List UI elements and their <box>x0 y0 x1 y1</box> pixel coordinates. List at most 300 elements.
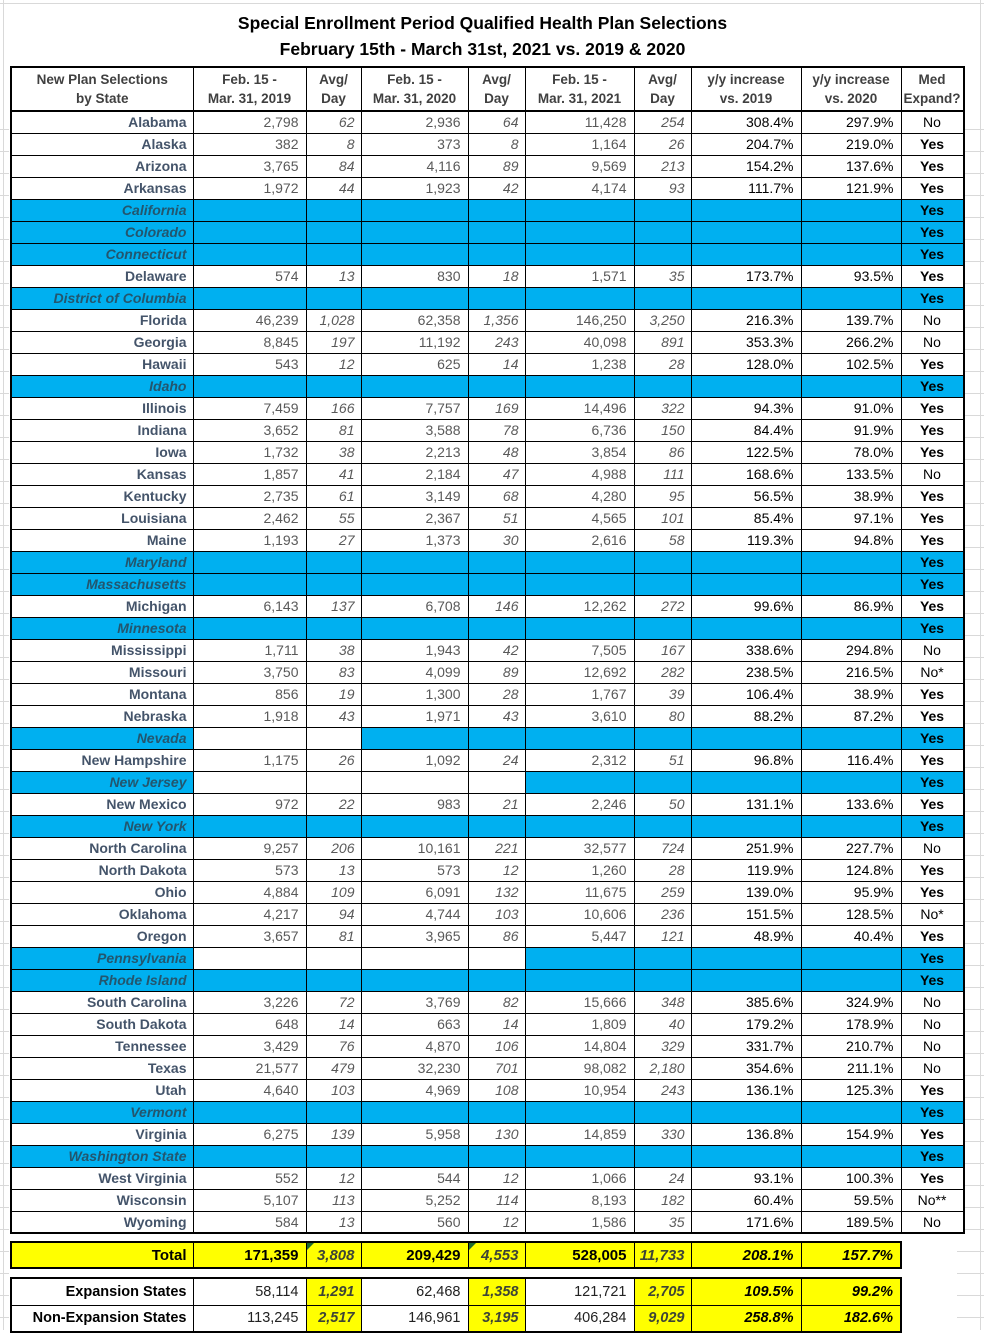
cell-a2021[interactable] <box>634 551 691 573</box>
cell-a2019[interactable] <box>306 221 361 243</box>
cell-v2019[interactable]: 6,143 <box>193 595 306 617</box>
cell-med-expand[interactable]: Yes <box>901 265 964 287</box>
total-2021[interactable]: 528,005 <box>525 1242 634 1268</box>
cell-med-expand[interactable]: Yes <box>901 705 964 727</box>
col-header-yy-2019[interactable]: y/y increase vs. 2019 <box>691 67 801 111</box>
state-label[interactable]: New Hampshire <box>11 749 193 771</box>
cell-a2020[interactable]: 221 <box>468 837 525 859</box>
col-header-2020[interactable]: Feb. 15 - Mar. 31, 2020 <box>361 67 468 111</box>
cell-a2019[interactable] <box>306 1145 361 1167</box>
cell-yy2019[interactable]: 151.5% <box>691 903 801 925</box>
non-expansion-2019[interactable]: 113,245 <box>193 1305 306 1332</box>
cell-yy2019[interactable]: 106.4% <box>691 683 801 705</box>
cell-v2019[interactable]: 2,462 <box>193 507 306 529</box>
cell-v2020[interactable] <box>361 551 468 573</box>
cell-a2021[interactable]: 348 <box>634 991 691 1013</box>
cell-a2021[interactable] <box>634 1101 691 1123</box>
cell-v2019[interactable] <box>193 221 306 243</box>
cell-yy2020[interactable] <box>801 221 901 243</box>
cell-yy2019[interactable]: 60.4% <box>691 1189 801 1211</box>
expansion-yy-2020[interactable]: 99.2% <box>801 1278 901 1305</box>
cell-a2020[interactable]: 24 <box>468 749 525 771</box>
total-yy-2020[interactable]: 157.7% <box>801 1242 901 1268</box>
cell-yy2020[interactable]: 137.6% <box>801 155 901 177</box>
cell-a2019[interactable]: 84 <box>306 155 361 177</box>
cell-med-expand[interactable]: Yes <box>901 419 964 441</box>
cell-a2019[interactable]: 61 <box>306 485 361 507</box>
cell-v2021[interactable]: 4,174 <box>525 177 634 199</box>
cell-a2019[interactable]: 83 <box>306 661 361 683</box>
state-label[interactable]: Maryland <box>11 551 193 573</box>
cell-a2019[interactable] <box>306 727 361 749</box>
cell-med-expand[interactable]: Yes <box>901 1167 964 1189</box>
cell-yy2020[interactable] <box>801 727 901 749</box>
cell-a2019[interactable]: 13 <box>306 859 361 881</box>
cell-a2020[interactable]: 169 <box>468 397 525 419</box>
cell-a2020[interactable] <box>468 221 525 243</box>
cell-a2019[interactable] <box>306 617 361 639</box>
cell-v2021[interactable]: 15,666 <box>525 991 634 1013</box>
cell-v2021[interactable] <box>525 617 634 639</box>
cell-v2020[interactable]: 5,958 <box>361 1123 468 1145</box>
cell-v2020[interactable]: 2,213 <box>361 441 468 463</box>
cell-a2019[interactable]: 206 <box>306 837 361 859</box>
state-label[interactable]: Utah <box>11 1079 193 1101</box>
state-label[interactable]: District of Columbia <box>11 287 193 309</box>
cell-v2019[interactable] <box>193 199 306 221</box>
cell-yy2019[interactable]: 56.5% <box>691 485 801 507</box>
cell-a2021[interactable]: 724 <box>634 837 691 859</box>
cell-yy2019[interactable] <box>691 947 801 969</box>
cell-yy2020[interactable]: 78.0% <box>801 441 901 463</box>
cell-v2020[interactable]: 1,373 <box>361 529 468 551</box>
expansion-2020[interactable]: 62,468 <box>361 1278 468 1305</box>
cell-a2019[interactable]: 12 <box>306 353 361 375</box>
col-header-state[interactable]: New Plan Selections by State <box>11 67 193 111</box>
cell-v2020[interactable]: 373 <box>361 133 468 155</box>
cell-yy2019[interactable] <box>691 199 801 221</box>
cell-a2021[interactable]: 121 <box>634 925 691 947</box>
cell-yy2019[interactable]: 338.6% <box>691 639 801 661</box>
cell-a2021[interactable] <box>634 375 691 397</box>
cell-a2020[interactable]: 1,356 <box>468 309 525 331</box>
cell-a2020[interactable]: 130 <box>468 1123 525 1145</box>
cell-v2020[interactable]: 11,192 <box>361 331 468 353</box>
cell-v2021[interactable] <box>525 1145 634 1167</box>
cell-v2019[interactable]: 1,857 <box>193 463 306 485</box>
cell-yy2019[interactable]: 171.6% <box>691 1211 801 1233</box>
cell-a2021[interactable]: 282 <box>634 661 691 683</box>
expansion-avg-2019[interactable]: 1,291 <box>306 1278 361 1305</box>
state-label[interactable]: Delaware <box>11 265 193 287</box>
cell-v2020[interactable]: 4,116 <box>361 155 468 177</box>
cell-v2019[interactable]: 1,711 <box>193 639 306 661</box>
expansion-2021[interactable]: 121,721 <box>525 1278 634 1305</box>
cell-v2021[interactable]: 6,736 <box>525 419 634 441</box>
cell-med-expand[interactable]: No <box>901 111 964 133</box>
cell-a2020[interactable]: 12 <box>468 859 525 881</box>
cell-v2019[interactable]: 574 <box>193 265 306 287</box>
cell-v2021[interactable]: 5,447 <box>525 925 634 947</box>
cell-a2020[interactable] <box>468 243 525 265</box>
cell-yy2019[interactable]: 84.4% <box>691 419 801 441</box>
cell-v2021[interactable]: 1,809 <box>525 1013 634 1035</box>
cell-v2019[interactable]: 1,918 <box>193 705 306 727</box>
cell-yy2019[interactable] <box>691 771 801 793</box>
cell-v2019[interactable]: 4,217 <box>193 903 306 925</box>
total-2020[interactable]: 209,429 <box>361 1242 468 1268</box>
expansion-yy-2019[interactable]: 109.5% <box>691 1278 801 1305</box>
cell-yy2020[interactable]: 219.0% <box>801 133 901 155</box>
cell-a2020[interactable]: 28 <box>468 683 525 705</box>
cell-a2019[interactable]: 113 <box>306 1189 361 1211</box>
state-label[interactable]: Rhode Island <box>11 969 193 991</box>
cell-yy2020[interactable]: 116.4% <box>801 749 901 771</box>
cell-yy2020[interactable] <box>801 947 901 969</box>
cell-med-expand[interactable]: Yes <box>901 1079 964 1101</box>
cell-a2019[interactable] <box>306 551 361 573</box>
cell-a2020[interactable]: 51 <box>468 507 525 529</box>
cell-a2019[interactable]: 38 <box>306 441 361 463</box>
cell-yy2020[interactable]: 59.5% <box>801 1189 901 1211</box>
total-yy-2019[interactable]: 208.1% <box>691 1242 801 1268</box>
cell-a2020[interactable]: 68 <box>468 485 525 507</box>
cell-v2021[interactable]: 4,988 <box>525 463 634 485</box>
state-label[interactable]: North Dakota <box>11 859 193 881</box>
cell-yy2020[interactable] <box>801 1101 901 1123</box>
state-label[interactable]: Iowa <box>11 441 193 463</box>
cell-v2019[interactable]: 1,972 <box>193 177 306 199</box>
cell-a2020[interactable] <box>468 947 525 969</box>
cell-a2020[interactable] <box>468 551 525 573</box>
cell-med-expand[interactable]: Yes <box>901 199 964 221</box>
cell-med-expand[interactable]: Yes <box>901 881 964 903</box>
cell-yy2020[interactable] <box>801 243 901 265</box>
cell-a2021[interactable]: 272 <box>634 595 691 617</box>
cell-a2021[interactable]: 329 <box>634 1035 691 1057</box>
cell-a2019[interactable]: 62 <box>306 111 361 133</box>
cell-a2020[interactable]: 146 <box>468 595 525 617</box>
cell-yy2020[interactable]: 216.5% <box>801 661 901 683</box>
cell-yy2019[interactable]: 154.2% <box>691 155 801 177</box>
cell-v2020[interactable]: 2,367 <box>361 507 468 529</box>
cell-v2019[interactable]: 3,652 <box>193 419 306 441</box>
cell-yy2019[interactable]: 204.7% <box>691 133 801 155</box>
cell-v2019[interactable] <box>193 617 306 639</box>
cell-med-expand[interactable]: Yes <box>901 375 964 397</box>
cell-yy2020[interactable]: 38.9% <box>801 485 901 507</box>
cell-a2019[interactable] <box>306 1101 361 1123</box>
cell-v2021[interactable]: 1,260 <box>525 859 634 881</box>
cell-v2020[interactable] <box>361 243 468 265</box>
cell-v2021[interactable] <box>525 199 634 221</box>
cell-v2019[interactable]: 46,239 <box>193 309 306 331</box>
non-expansion-2021[interactable]: 406,284 <box>525 1305 634 1332</box>
cell-a2020[interactable] <box>468 375 525 397</box>
expansion-avg-2021[interactable]: 2,705 <box>634 1278 691 1305</box>
cell-a2021[interactable]: 101 <box>634 507 691 529</box>
cell-yy2019[interactable]: 238.5% <box>691 661 801 683</box>
cell-a2019[interactable]: 13 <box>306 1211 361 1233</box>
cell-a2019[interactable] <box>306 969 361 991</box>
cell-v2019[interactable]: 552 <box>193 1167 306 1189</box>
cell-a2021[interactable]: 50 <box>634 793 691 815</box>
cell-a2019[interactable] <box>306 287 361 309</box>
cell-a2019[interactable]: 41 <box>306 463 361 485</box>
cell-a2021[interactable]: 58 <box>634 529 691 551</box>
total-avg-2021[interactable]: 11,733 <box>634 1242 691 1268</box>
cell-a2019[interactable]: 109 <box>306 881 361 903</box>
total-2019[interactable]: 171,359 <box>193 1242 306 1268</box>
cell-a2019[interactable]: 81 <box>306 419 361 441</box>
state-label[interactable]: Louisiana <box>11 507 193 529</box>
cell-v2021[interactable]: 1,066 <box>525 1167 634 1189</box>
cell-yy2019[interactable]: 136.8% <box>691 1123 801 1145</box>
cell-yy2020[interactable]: 133.6% <box>801 793 901 815</box>
cell-a2021[interactable]: 80 <box>634 705 691 727</box>
cell-v2020[interactable]: 32,230 <box>361 1057 468 1079</box>
cell-a2020[interactable]: 42 <box>468 639 525 661</box>
state-label[interactable]: Vermont <box>11 1101 193 1123</box>
cell-med-expand[interactable]: No <box>901 1013 964 1035</box>
cell-yy2020[interactable] <box>801 375 901 397</box>
cell-yy2019[interactable]: 251.9% <box>691 837 801 859</box>
cell-yy2020[interactable] <box>801 573 901 595</box>
cell-v2020[interactable] <box>361 947 468 969</box>
cell-v2021[interactable]: 3,610 <box>525 705 634 727</box>
cell-v2020[interactable]: 3,769 <box>361 991 468 1013</box>
non-expansion-avg-2019[interactable]: 2,517 <box>306 1305 361 1332</box>
cell-v2020[interactable]: 830 <box>361 265 468 287</box>
cell-yy2019[interactable]: 131.1% <box>691 793 801 815</box>
cell-yy2020[interactable]: 128.5% <box>801 903 901 925</box>
col-header-avg-2021[interactable]: Avg/ Day <box>634 67 691 111</box>
cell-yy2020[interactable]: 87.2% <box>801 705 901 727</box>
cell-a2021[interactable]: 330 <box>634 1123 691 1145</box>
cell-a2021[interactable]: 111 <box>634 463 691 485</box>
cell-yy2019[interactable]: 136.1% <box>691 1079 801 1101</box>
cell-v2019[interactable]: 3,750 <box>193 661 306 683</box>
cell-med-expand[interactable]: No** <box>901 1189 964 1211</box>
cell-yy2020[interactable]: 210.7% <box>801 1035 901 1057</box>
state-label[interactable]: South Dakota <box>11 1013 193 1035</box>
cell-med-expand[interactable]: No <box>901 1035 964 1057</box>
cell-v2020[interactable]: 983 <box>361 793 468 815</box>
expansion-avg-2020[interactable]: 1,358 <box>468 1278 525 1305</box>
cell-v2019[interactable]: 2,735 <box>193 485 306 507</box>
cell-v2019[interactable]: 3,765 <box>193 155 306 177</box>
cell-v2020[interactable]: 573 <box>361 859 468 881</box>
cell-v2021[interactable]: 1,238 <box>525 353 634 375</box>
cell-a2021[interactable] <box>634 815 691 837</box>
cell-yy2019[interactable] <box>691 221 801 243</box>
cell-v2020[interactable] <box>361 727 468 749</box>
cell-v2021[interactable]: 4,280 <box>525 485 634 507</box>
cell-v2019[interactable] <box>193 771 306 793</box>
cell-yy2019[interactable]: 111.7% <box>691 177 801 199</box>
cell-a2021[interactable] <box>634 243 691 265</box>
cell-v2019[interactable]: 7,459 <box>193 397 306 419</box>
state-label[interactable]: Arkansas <box>11 177 193 199</box>
cell-v2019[interactable] <box>193 947 306 969</box>
cell-v2020[interactable]: 4,969 <box>361 1079 468 1101</box>
non-expansion-yy-2019[interactable]: 258.8% <box>691 1305 801 1332</box>
cell-a2020[interactable] <box>468 1101 525 1123</box>
cell-yy2019[interactable] <box>691 969 801 991</box>
cell-v2020[interactable]: 1,923 <box>361 177 468 199</box>
cell-med-expand[interactable]: Yes <box>901 155 964 177</box>
state-label[interactable]: Kansas <box>11 463 193 485</box>
cell-yy2019[interactable]: 99.6% <box>691 595 801 617</box>
cell-v2020[interactable] <box>361 771 468 793</box>
cell-a2019[interactable] <box>306 771 361 793</box>
cell-v2021[interactable] <box>525 551 634 573</box>
cell-a2019[interactable]: 22 <box>306 793 361 815</box>
cell-a2020[interactable]: 42 <box>468 177 525 199</box>
cell-a2019[interactable] <box>306 815 361 837</box>
cell-a2020[interactable] <box>468 287 525 309</box>
state-label[interactable]: Colorado <box>11 221 193 243</box>
state-label[interactable]: Maine <box>11 529 193 551</box>
cell-v2021[interactable]: 9,569 <box>525 155 634 177</box>
cell-a2019[interactable]: 479 <box>306 1057 361 1079</box>
cell-v2019[interactable] <box>193 243 306 265</box>
cell-v2020[interactable]: 560 <box>361 1211 468 1233</box>
cell-yy2019[interactable]: 139.0% <box>691 881 801 903</box>
cell-a2020[interactable]: 18 <box>468 265 525 287</box>
cell-v2021[interactable] <box>525 375 634 397</box>
state-label[interactable]: Mississippi <box>11 639 193 661</box>
cell-v2020[interactable]: 6,091 <box>361 881 468 903</box>
cell-v2019[interactable]: 1,175 <box>193 749 306 771</box>
cell-yy2020[interactable]: 297.9% <box>801 111 901 133</box>
state-label[interactable]: Nebraska <box>11 705 193 727</box>
cell-a2020[interactable]: 12 <box>468 1211 525 1233</box>
state-label[interactable]: Virginia <box>11 1123 193 1145</box>
cell-v2019[interactable] <box>193 815 306 837</box>
state-label[interactable]: Washington State <box>11 1145 193 1167</box>
cell-v2020[interactable]: 4,870 <box>361 1035 468 1057</box>
cell-a2021[interactable]: 254 <box>634 111 691 133</box>
cell-a2020[interactable] <box>468 771 525 793</box>
state-label[interactable]: New Jersey <box>11 771 193 793</box>
cell-v2021[interactable]: 2,312 <box>525 749 634 771</box>
cell-v2020[interactable]: 1,943 <box>361 639 468 661</box>
cell-a2020[interactable] <box>468 617 525 639</box>
cell-v2021[interactable]: 1,586 <box>525 1211 634 1233</box>
cell-a2021[interactable]: 40 <box>634 1013 691 1035</box>
cell-v2021[interactable]: 14,859 <box>525 1123 634 1145</box>
cell-v2019[interactable] <box>193 1145 306 1167</box>
cell-v2019[interactable]: 3,226 <box>193 991 306 1013</box>
cell-med-expand[interactable]: Yes <box>901 1123 964 1145</box>
cell-v2021[interactable]: 146,250 <box>525 309 634 331</box>
cell-v2021[interactable]: 11,675 <box>525 881 634 903</box>
state-label[interactable]: Montana <box>11 683 193 705</box>
cell-a2021[interactable] <box>634 771 691 793</box>
state-label[interactable]: Minnesota <box>11 617 193 639</box>
cell-yy2019[interactable] <box>691 287 801 309</box>
cell-a2020[interactable]: 64 <box>468 111 525 133</box>
cell-a2021[interactable]: 322 <box>634 397 691 419</box>
cell-v2020[interactable]: 5,252 <box>361 1189 468 1211</box>
cell-v2020[interactable] <box>361 1101 468 1123</box>
cell-a2021[interactable] <box>634 573 691 595</box>
cell-med-expand[interactable]: No <box>901 837 964 859</box>
cell-a2020[interactable]: 30 <box>468 529 525 551</box>
cell-yy2019[interactable] <box>691 243 801 265</box>
cell-a2019[interactable] <box>306 947 361 969</box>
cell-v2021[interactable]: 1,164 <box>525 133 634 155</box>
state-label[interactable]: Arizona <box>11 155 193 177</box>
cell-v2020[interactable]: 10,161 <box>361 837 468 859</box>
state-label[interactable]: Massachusetts <box>11 573 193 595</box>
state-label[interactable]: Indiana <box>11 419 193 441</box>
state-label[interactable]: Illinois <box>11 397 193 419</box>
cell-yy2019[interactable]: 128.0% <box>691 353 801 375</box>
cell-med-expand[interactable]: No <box>901 991 964 1013</box>
cell-a2021[interactable]: 213 <box>634 155 691 177</box>
cell-v2020[interactable]: 2,184 <box>361 463 468 485</box>
cell-v2020[interactable]: 1,300 <box>361 683 468 705</box>
cell-v2020[interactable]: 625 <box>361 353 468 375</box>
cell-v2021[interactable]: 1,767 <box>525 683 634 705</box>
expansion-2019[interactable]: 58,114 <box>193 1278 306 1305</box>
state-label[interactable]: Nevada <box>11 727 193 749</box>
cell-yy2020[interactable]: 40.4% <box>801 925 901 947</box>
cell-yy2020[interactable]: 94.8% <box>801 529 901 551</box>
state-label[interactable]: Wisconsin <box>11 1189 193 1211</box>
cell-v2019[interactable]: 382 <box>193 133 306 155</box>
cell-v2021[interactable] <box>525 287 634 309</box>
cell-yy2020[interactable]: 324.9% <box>801 991 901 1013</box>
cell-yy2020[interactable]: 86.9% <box>801 595 901 617</box>
cell-a2019[interactable]: 12 <box>306 1167 361 1189</box>
cell-med-expand[interactable]: Yes <box>901 771 964 793</box>
cell-a2021[interactable]: 236 <box>634 903 691 925</box>
total-avg-2019[interactable]: 3,808 <box>306 1242 361 1268</box>
total-avg-2020[interactable]: 4,553 <box>468 1242 525 1268</box>
cell-v2019[interactable]: 8,845 <box>193 331 306 353</box>
cell-v2020[interactable]: 1,971 <box>361 705 468 727</box>
cell-med-expand[interactable]: Yes <box>901 551 964 573</box>
state-label[interactable]: New York <box>11 815 193 837</box>
cell-v2021[interactable] <box>525 1101 634 1123</box>
cell-yy2020[interactable]: 189.5% <box>801 1211 901 1233</box>
cell-v2021[interactable] <box>525 221 634 243</box>
cell-med-expand[interactable]: No <box>901 639 964 661</box>
cell-a2020[interactable]: 47 <box>468 463 525 485</box>
cell-yy2020[interactable]: 38.9% <box>801 683 901 705</box>
cell-a2021[interactable]: 259 <box>634 881 691 903</box>
cell-yy2020[interactable]: 97.1% <box>801 507 901 529</box>
cell-yy2019[interactable] <box>691 1145 801 1167</box>
cell-a2021[interactable]: 35 <box>634 1211 691 1233</box>
cell-v2021[interactable] <box>525 573 634 595</box>
cell-a2021[interactable]: 24 <box>634 1167 691 1189</box>
cell-a2019[interactable] <box>306 199 361 221</box>
cell-a2021[interactable]: 3,250 <box>634 309 691 331</box>
cell-a2021[interactable] <box>634 221 691 243</box>
cell-v2020[interactable]: 62,358 <box>361 309 468 331</box>
cell-v2020[interactable]: 6,708 <box>361 595 468 617</box>
state-label[interactable]: Missouri <box>11 661 193 683</box>
cell-v2021[interactable]: 8,193 <box>525 1189 634 1211</box>
cell-yy2020[interactable]: 91.0% <box>801 397 901 419</box>
cell-yy2020[interactable] <box>801 551 901 573</box>
cell-yy2020[interactable] <box>801 617 901 639</box>
cell-med-expand[interactable]: Yes <box>901 595 964 617</box>
